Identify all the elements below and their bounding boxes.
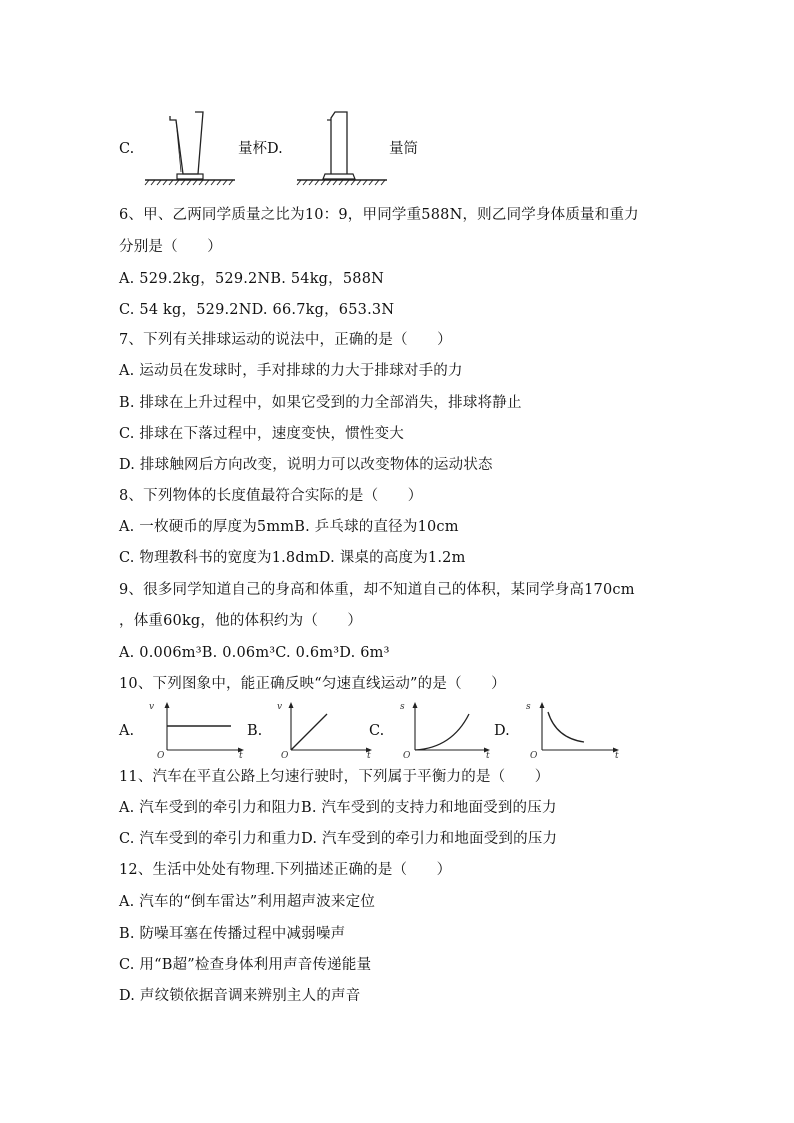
q12-option-c: C. 用“B超”检查身体利用声音传递能量	[119, 957, 372, 973]
q11-stem: 11、汽车在平直公路上匀速行驶时，下列属于平衡力的是（ ）	[119, 769, 550, 785]
q10-option-a-label: A.	[119, 723, 135, 739]
svg-text:O: O	[403, 751, 411, 761]
q8-option-line-1: A. 一枚硬币的厚度为5mmB. 乒乓球的直径为10cm	[119, 519, 459, 535]
q9-stem-line-1: 9、很多同学知道自己的身高和体重，却不知道自己的体积，某同学身高170cm	[119, 582, 635, 598]
q6-stem-line-2: 分别是（ ）	[119, 239, 222, 255]
q7-option-d: D. 排球触网后方向改变，说明力可以改变物体的运动状态	[119, 457, 493, 473]
svg-text:s: s	[400, 702, 405, 712]
q7-option-c: C. 排球在下落过程中，速度变快，惯性变大	[119, 426, 404, 442]
svg-text:O: O	[157, 751, 165, 761]
q8-stem: 8、下列物体的长度值最符合实际的是（ ）	[119, 488, 423, 504]
q12-option-d: D. 声纹锁依据音调来辨别主人的声音	[119, 988, 361, 1004]
q6-option-line-2: C. 54 kg，529.2ND. 66.7kg，653.3N	[119, 302, 395, 318]
svg-text:O: O	[281, 751, 289, 761]
q8-option-line-2: C. 物理教科书的宽度为1.8dmD. 课桌的高度为1.2m	[119, 550, 466, 566]
q10-graph-a-v-t-horizontal	[145, 700, 245, 760]
svg-text:t: t	[486, 751, 490, 761]
svg-text:s: s	[526, 702, 531, 712]
q7-option-a: A. 运动员在发球时，手对排球的力大于排球对手的力	[119, 363, 463, 379]
q11-option-line-2: C. 汽车受到的牵引力和重力D. 汽车受到的牵引力和地面受到的压力	[119, 831, 558, 847]
q12-option-a: A. 汽车的“倒车雷达”利用超声波来定位	[119, 894, 376, 910]
svg-text:v: v	[277, 702, 283, 712]
svg-text:O: O	[530, 751, 538, 761]
svg-text:t: t	[615, 751, 619, 761]
q12-option-b: B. 防噪耳塞在传播过程中减弱噪声	[119, 926, 346, 942]
q6-option-line-1: A. 529.2kg，529.2NB. 54kg，588N	[119, 271, 385, 287]
q10-option-c-label: C.	[369, 723, 385, 739]
q10-graph-b-v-t-linear	[275, 700, 375, 760]
q9-options: A. 0.006m³B. 0.06m³C. 0.6m³D. 6m³	[119, 645, 390, 661]
q7-stem: 7、下列有关排球运动的说法中，正确的是（ ）	[119, 332, 452, 348]
svg-text:t: t	[367, 751, 371, 761]
q11-option-line-1: A. 汽车受到的牵引力和阻力B. 汽车受到的支持力和地面受到的压力	[119, 800, 557, 816]
option-d-caption: 量筒	[389, 141, 418, 157]
q10-option-d-label: D.	[494, 723, 510, 739]
q10-stem: 10、下列图象中，能正确反映“匀速直线运动”的是（ ）	[119, 676, 506, 692]
q10-graph-c-s-t-curve	[397, 700, 497, 760]
q6-stem-line-1: 6、甲、乙两同学质量之比为10：9，甲同学重588N，则乙同学身体质量和重力	[119, 207, 639, 223]
q10-graph-d-s-t-decreasing	[522, 700, 622, 760]
svg-text:v: v	[149, 702, 155, 712]
graduated-cylinder-figure	[295, 108, 390, 188]
measuring-cup-figure	[143, 108, 238, 188]
q12-stem: 12、生活中处处有物理.下列描述正确的是（ ）	[119, 862, 452, 878]
svg-text:t: t	[239, 751, 243, 761]
option-c-label: C.	[119, 141, 135, 157]
q10-option-b-label: B.	[247, 723, 263, 739]
option-c-caption: 量杯D.	[238, 141, 283, 157]
q7-option-b: B. 排球在上升过程中，如果它受到的力全部消失，排球将静止	[119, 395, 522, 411]
q9-stem-line-2: ，体重60kg，他的体积约为（ ）	[119, 613, 363, 629]
